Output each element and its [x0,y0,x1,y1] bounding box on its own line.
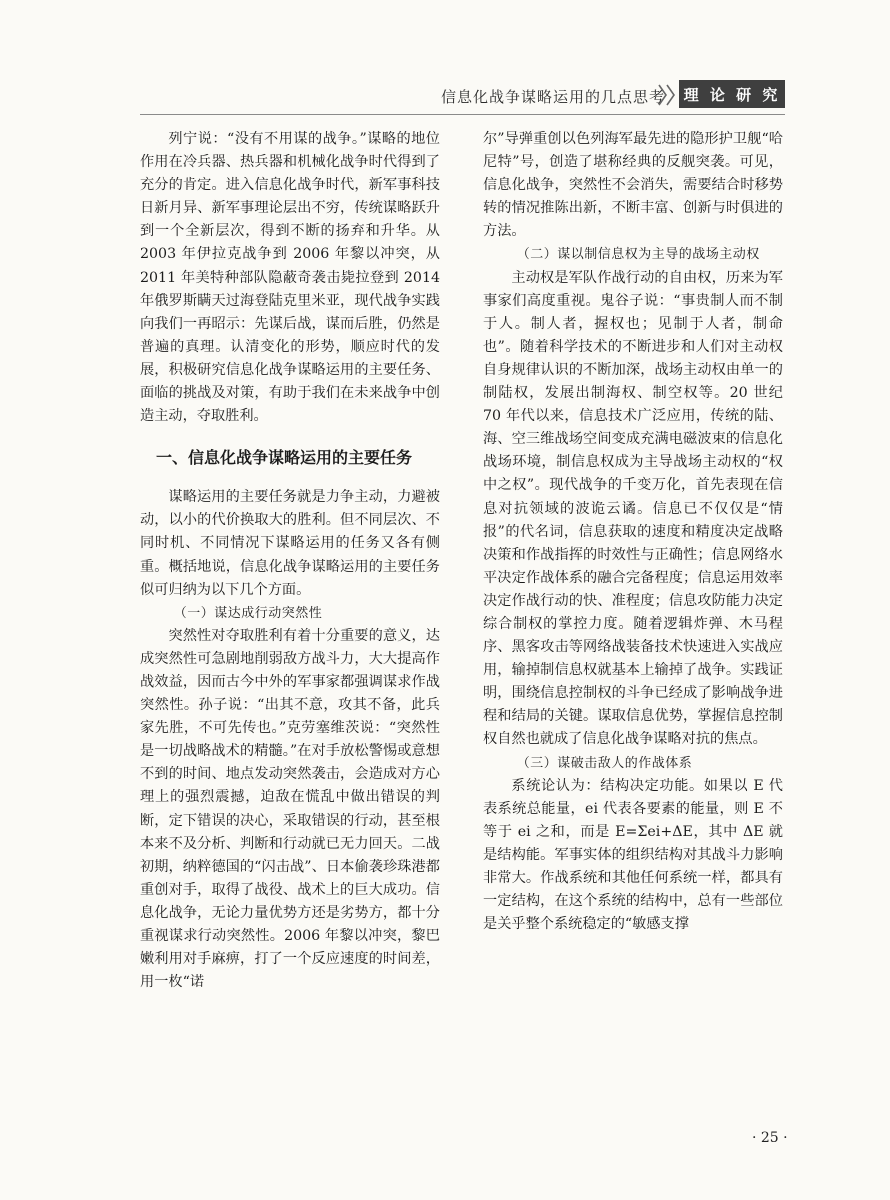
paragraph: 谋略运用的主要任务就是力争主动，力避被动，以小的代价换取大的胜利。但不同层次、不同时机、不同情况下谋略运用的任务又各有侧重。概括地说，信息化战争谋略运用的主要任务似可归纳为以下几个方面。 [140,489,440,598]
paragraph: 系统论认为：结构决定功能。如果以 E 代表系统总能量，ei 代表各要素的能量，则 E 不等于 ei 之和，而是 E=Σei+ΔE，其中 ΔE 就是结构能。军事实体的组织结构对其战斗力影响非常大。作战系统和其他任何系统一样，都具有一定结构，在这个系统的结构中，总有一些部位是关乎整个系统稳定的“敏感支撑 [483,777,783,933]
subheading: （一）谋达成行动突然性 [173,605,323,621]
continued-paragraph: 尔”导弹重创以色列海军最先进的隐形护卫舰“哈尼特”号，创造了堪称经典的反舰突袭。可见，信息化战争，突然性不会消失，需要结合时移势转的情况推陈出新，不断丰富、创新与时俱进的方法。 [483,131,783,240]
right-column [483,128,783,936]
section-label: 理 论 研 究 [679,80,785,108]
page-number: · 25 · [752,1130,788,1146]
intro-paragraph: 列宁说：“没有不用谋的战争。”谋略的地位作用在冷兵器、热兵器和机械化战争时代得到了充分的肯定。进入信息化战争时代，新军事科技日新月异、新军事理论层出不穷，传统谋略跃升到一个全新层次，得到不断的扬弃和升华。从 2003 年伊拉克战争到 2006 年黎以冲突，从 2011 年美特种部队隐蔽奇袭击毙拉登到 2014 年俄罗斯瞒天过海登陆克里米亚，现代战争实践向我们一再昭示：先谋后战，谋而后胜，仍然是普遍的真理。认清变化的形势，顺应时代的发展，积极研究信息化战争谋略运用的主要任务、面临的挑战及对策，有助于我们在未来战争中创造主动，夺取胜利。 [140,131,440,425]
left-column [140,128,440,994]
double-chevron-icon [657,83,679,107]
paragraph: 主动权是军队作战行动的自由权，历来为军事家们高度重视。鬼谷子说：“事贵制人而不制于人。制人者，握权也；见制于人者，制命也”。随着科学技术的不断进步和人们对主动权自身规律认识的不断加深，战场主动权由单一的制陆权，发展出制海权、制空权等。20 世纪 70 年代以来，信息技术广泛应用，传统的陆、海、空三维战场空间变成充满电磁波束的信息化战场环境，制信息权成为主导战场主动权的“权中之权”。现代战争的千变万化，首先表现在信息对抗领域的波诡云谲。信息已不仅仅是“情报”的代名词，信息获取的速度和精度决定战略决策和作战指挥的时效性与正确性；信息网络水平决定作战体系的融合完备程度；信息运用效率决定作战行动的快、准程度；信息攻防能力决定综合制权的掌控力度。随着逻辑炸弹、木马程序、黑客攻击等网络战装备技术快速进入实战应用，输掉制信息权就基本上输掉了战争。实践证明，围绕信息控制权的斗争已经成了影响战争进程和结局的关键。谋取信息优势，掌握信息控制权自然也就成了信息化战争谋略对抗的焦点。 [483,269,783,748]
paragraph: 突然性对夺取胜利有着十分重要的意义，达成突然性可急剧地削弱敌方战斗力，大大提高作战效益，因而古今中外的军事家都强调谋求作战突然性。孙子说：“出其不意，攻其不备，此兵家先胜，不可先传也。”克劳塞维茨说：“突然性是一切战略战术的精髓。”在对手放松警惕或意想不到的时间、地点发动突然袭击，会造成对方心理上的强烈震撼，迫敌在慌乱中做出错误的判断，定下错误的决心，采取错误的行动，甚至根本来不及分析、判断和行动就已无力回天。二战初期，纳粹德国的“闪击战”、日本偷袭珍珠港都重创对手，取得了战役、战术上的巨大成功。信息化战争，无论力量优势方还是劣势方，都十分重视谋求行动突然性。2006 年黎以冲突，黎巴嫩利用对手麻痹，打了一个反应速度的时间差，用一枚“诺 [140,627,440,991]
section-heading: 一、信息化战争谋略运用的主要任务 [156,448,413,468]
running-title: 信息化战争谋略运用的几点思考 [440,88,665,106]
running-header [140,80,785,118]
subheading: （二）谋以制信息权为主导的战场主动权 [516,247,760,263]
header-divider [140,114,785,115]
subheading: （三）谋破击敌人的作战体系 [516,755,693,771]
